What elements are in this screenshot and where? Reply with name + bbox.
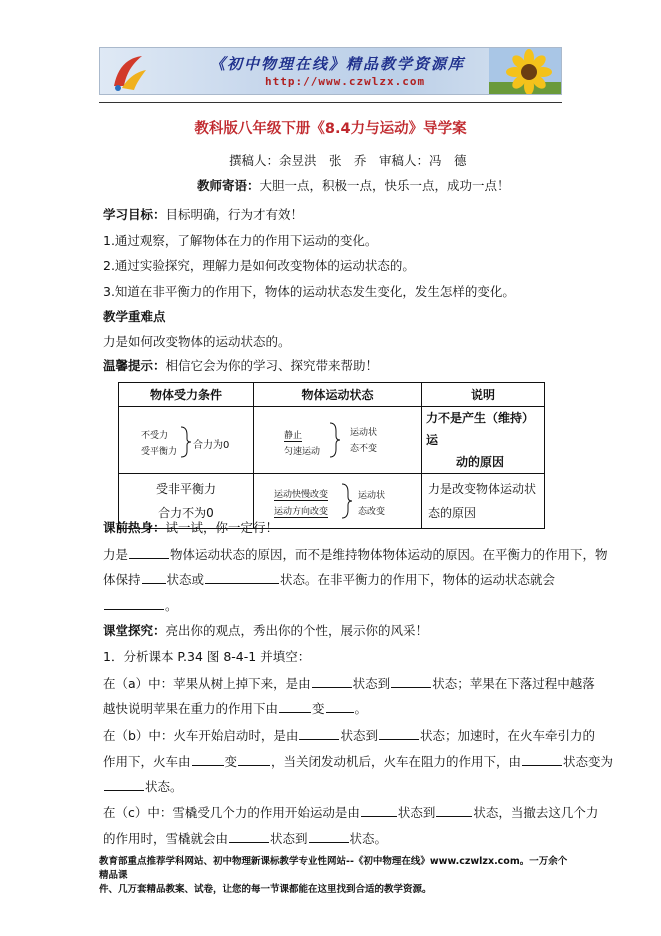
- fill-blank[interactable]: [326, 700, 354, 713]
- banner-url[interactable]: http://www.czwlzx.com: [265, 75, 426, 88]
- tip-line: [103, 358, 378, 374]
- banner-title: 《初中物理在线》精品教学资源库: [210, 55, 466, 73]
- condition-label: 合力不为0: [158, 506, 214, 520]
- text-fragment: 状态。: [349, 831, 388, 846]
- goal-item-3: 3.知道在非平衡力的作用下，物体的运动状态发生变化，发生怎样的变化。: [103, 284, 515, 299]
- answer-a-line-1: [103, 675, 595, 692]
- tip-text: 相信它会为你的学习、探究带来帮助！: [165, 358, 379, 373]
- text-fragment: 作用下，火车由: [103, 754, 191, 769]
- fill-blank[interactable]: [436, 804, 472, 817]
- warmup-heading: [103, 520, 278, 536]
- fill-blank[interactable]: [142, 571, 166, 584]
- text-fragment: 状态到: [270, 831, 308, 846]
- force-motion-table: [118, 382, 545, 529]
- text-fragment: 状态到: [352, 676, 391, 691]
- text-fragment: 的作用时，雪橇就会由: [103, 831, 229, 846]
- fill-blank[interactable]: [391, 675, 431, 688]
- answer-c-line-2: [103, 830, 387, 847]
- explanation-text: 动的原因: [456, 455, 505, 469]
- text-fragment: 变: [224, 754, 238, 769]
- fill-blank[interactable]: [279, 700, 311, 713]
- fill-blank[interactable]: [379, 727, 419, 740]
- state-label: 运动快慢改变: [274, 487, 328, 501]
- fill-blank[interactable]: [299, 727, 339, 740]
- goals-heading: [103, 207, 303, 223]
- text-fragment: 状态。在非平衡力的作用下，物体的运动状态就会: [280, 572, 556, 587]
- text-fragment: ，当关闭发动机后，火车在阻力的作用下，由: [271, 754, 522, 769]
- fill-blank[interactable]: [104, 597, 164, 610]
- fill-blank[interactable]: [129, 546, 169, 559]
- key-points-heading: 教学重难点: [103, 309, 166, 324]
- text-fragment: 。: [165, 598, 178, 613]
- text-fragment: 物体运动状态的原因，而不是维持物体物体运动的原因。在平衡力的作用下，物: [170, 547, 608, 562]
- fill-blank[interactable]: [205, 571, 279, 584]
- condition-label: 不受力: [141, 430, 169, 441]
- text-fragment: 状态到: [340, 728, 378, 743]
- text-fragment: 状态；苹果在下落过程中越落: [432, 676, 595, 691]
- answer-a-line-2: [103, 700, 367, 717]
- answer-c-line-1: [103, 804, 598, 821]
- text-fragment: 在（c）中：雪橇受几个力的作用开始运动是由: [103, 805, 360, 820]
- brace-icon: [328, 421, 342, 459]
- explore-heading: [103, 623, 428, 639]
- text-fragment: 状态。: [145, 779, 183, 794]
- warmup-label: 课前热身：: [103, 520, 166, 535]
- state-label: 运动方向改变: [274, 504, 328, 518]
- fill-blank[interactable]: [238, 753, 270, 766]
- fill-blank[interactable]: [192, 753, 224, 766]
- state-label: 运动状: [358, 491, 386, 501]
- authors-line: 撰稿人：余昱洪 张 乔 审稿人：冯 德: [229, 153, 467, 168]
- key-points-text: 力是如何改变物体的运动状态的。: [103, 334, 291, 349]
- text-fragment: 状态或: [166, 572, 205, 587]
- state-label: 态不变: [350, 443, 378, 454]
- warmup-line-2: [103, 571, 555, 588]
- goals-label: 学习目标：: [103, 207, 166, 222]
- text-fragment: 变: [312, 701, 325, 716]
- fill-blank[interactable]: [229, 830, 269, 843]
- fill-blank[interactable]: [312, 675, 352, 688]
- explore-label: 课堂探究：: [103, 623, 166, 638]
- explanation-text: 态的原因: [428, 506, 477, 520]
- brace-icon: [179, 425, 193, 459]
- warmup-text: 试一试，你一定行！: [165, 520, 279, 535]
- answer-b-line-3: [103, 778, 183, 795]
- condition-label: 合力为0: [193, 439, 230, 451]
- text-fragment: 在（b）中：火车开始启动时，是由: [103, 728, 299, 743]
- state-label: 态改变: [358, 507, 386, 517]
- table-cell: [422, 407, 545, 474]
- text-fragment: 力是: [103, 547, 129, 562]
- explore-text: 亮出你的观点，秀出你的个性，展示你的风采！: [165, 623, 429, 638]
- text-fragment: 在（a）中：苹果从树上掉下来，是由: [103, 676, 311, 691]
- brace-icon: [340, 482, 354, 520]
- question-1: 1．分析课本 P.34 图 8-4-1 并填空：: [103, 649, 311, 664]
- state-label: 匀速运动: [284, 446, 321, 457]
- sunflower-icon: [489, 48, 561, 95]
- fill-blank[interactable]: [522, 753, 562, 766]
- text-fragment: 状态；加速时，在火车牵引力的: [419, 728, 595, 743]
- condition-label: 受平衡力: [141, 446, 178, 457]
- state-label: 运动状: [350, 427, 378, 438]
- text-fragment: 状态变为: [563, 754, 614, 769]
- header-rule: [99, 102, 562, 103]
- table-header-cell: 说明: [422, 383, 545, 407]
- header-banner: [99, 47, 562, 95]
- goal-item-1: 1.通过观察，了解物体在力的作用下运动的变化。: [103, 233, 378, 248]
- page-footer: [99, 855, 569, 897]
- answer-b-line-2: [103, 753, 613, 770]
- warmup-line-1: [103, 546, 608, 563]
- condition-label: 受非平衡力: [155, 482, 216, 496]
- teacher-message-label: 教师寄语：: [197, 178, 260, 193]
- table-cell: [422, 474, 545, 529]
- text-fragment: 体保持: [103, 572, 141, 587]
- footer-line-1: 教育部重点推荐学科网站、初中物理新课标教学专业性网站--《初中物理在线》www.czwlzx.com。一万余个精品课: [99, 856, 568, 881]
- fill-blank[interactable]: [309, 830, 349, 843]
- goals-text: 目标明确，行为才有效！: [165, 207, 304, 222]
- warmup-line-3: [103, 597, 178, 614]
- explanation-text: 力不是产生（维持）运: [426, 411, 535, 447]
- table-header-cell: 物体受力条件: [119, 383, 254, 407]
- document-title: 教科版八年级下册《8.4力与运动》导学案: [194, 121, 467, 137]
- explanation-text: 力是改变物体运动状: [428, 482, 537, 496]
- fill-blank[interactable]: [361, 804, 397, 817]
- table-cell: [254, 407, 422, 474]
- goal-item-2: 2.通过实验探究，理解力是如何改变物体的运动状态的。: [103, 258, 415, 273]
- state-label: 静止: [284, 428, 302, 442]
- site-logo-icon: [108, 52, 150, 92]
- text-fragment: 状态，当撤去这几个力: [473, 805, 599, 820]
- teacher-message-text: 大胆一点，积极一点，快乐一点，成功一点！: [259, 178, 510, 193]
- tip-label: 温馨提示：: [103, 358, 166, 373]
- text-fragment: 。: [354, 701, 368, 716]
- table-header-cell: 物体运动状态: [254, 383, 422, 407]
- answer-b-line-1: [103, 727, 595, 744]
- table-cell: [254, 474, 422, 529]
- text-fragment: 状态到: [397, 805, 436, 820]
- teacher-message: [197, 178, 510, 194]
- footer-line-2: 件、几万套精品教案、试卷，让您的每一节课都能在这里找到合适的教学资源。: [99, 884, 432, 895]
- text-fragment: 越快说明苹果在重力的作用下由: [103, 701, 279, 716]
- table-cell: [119, 407, 254, 474]
- fill-blank[interactable]: [104, 778, 144, 791]
